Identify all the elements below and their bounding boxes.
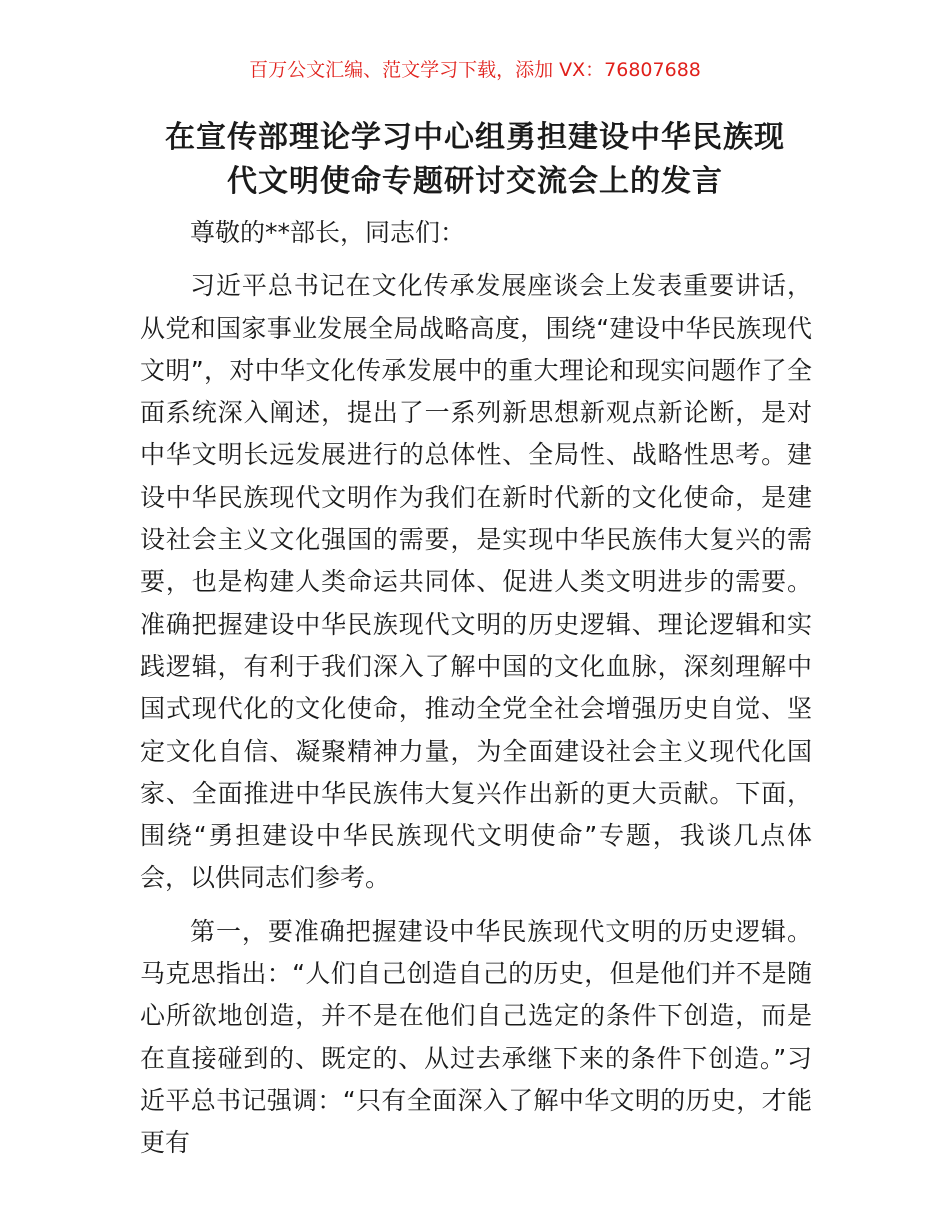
paragraph-2: 第一，要准确把握建设中华民族现代文明的历史逻辑。马克思指出：“人们自己创造自己的历史，但是他们并不是随心所欲地创造，并不是在他们自己选定的条件下创造，而是在直接碰到的、既定的、从过去承继下来的条件下创造。”习近平总书记强调：“只有全面深入了解中华文明的历史，才能更有 [140, 916, 812, 1158]
salutation: 尊敬的**部长，同志们： [190, 218, 466, 247]
page-title [120, 116, 830, 204]
paragraph-1: 习近平总书记在文化传承发展座谈会上发表重要讲话，从党和国家事业发展全局战略高度，围绕“建设中华民族现代文明”，对中华文化传承发展中的重大理论和现实问题作了全面系统深入阐述，提出了一系列新思想新观点新论断，是对中华文明长远发展进行的总体性、全局性、战略性思考。建设中华民族现代文明作为我们在新时代新的文化使命，是建设社会主义文化强国的需要，是实现中华民族伟大复兴的需要，也是构建人类命运共同体、促进人类文明进步的需要。准确把握建设中华民族现代文明的历史逻辑、理论逻辑和实践逻辑，有利于我们深入了解中国的文化血脉，深刻理解中国式现代化的文化使命，推动全党全社会增强历史自觉、坚定文化自信、凝聚精神力量，为全面建设社会主义现代化国家、全面推进中华民族伟大复兴作出新的更大贡献。下面，围绕“勇担建设中华民族现代文明使命”专题，我谈几点体会，以供同志们参考。 [140, 271, 812, 893]
title-line-1: 在宣传部理论学习中心组勇担建设中华民族现 [165, 120, 785, 155]
document-body [140, 212, 812, 1176]
header-banner: 百万公文汇编、范文学习下载，添加 VX：76807688 [249, 59, 701, 81]
title-line-2: 代文明使命专题研讨交流会上的发言 [227, 164, 723, 199]
